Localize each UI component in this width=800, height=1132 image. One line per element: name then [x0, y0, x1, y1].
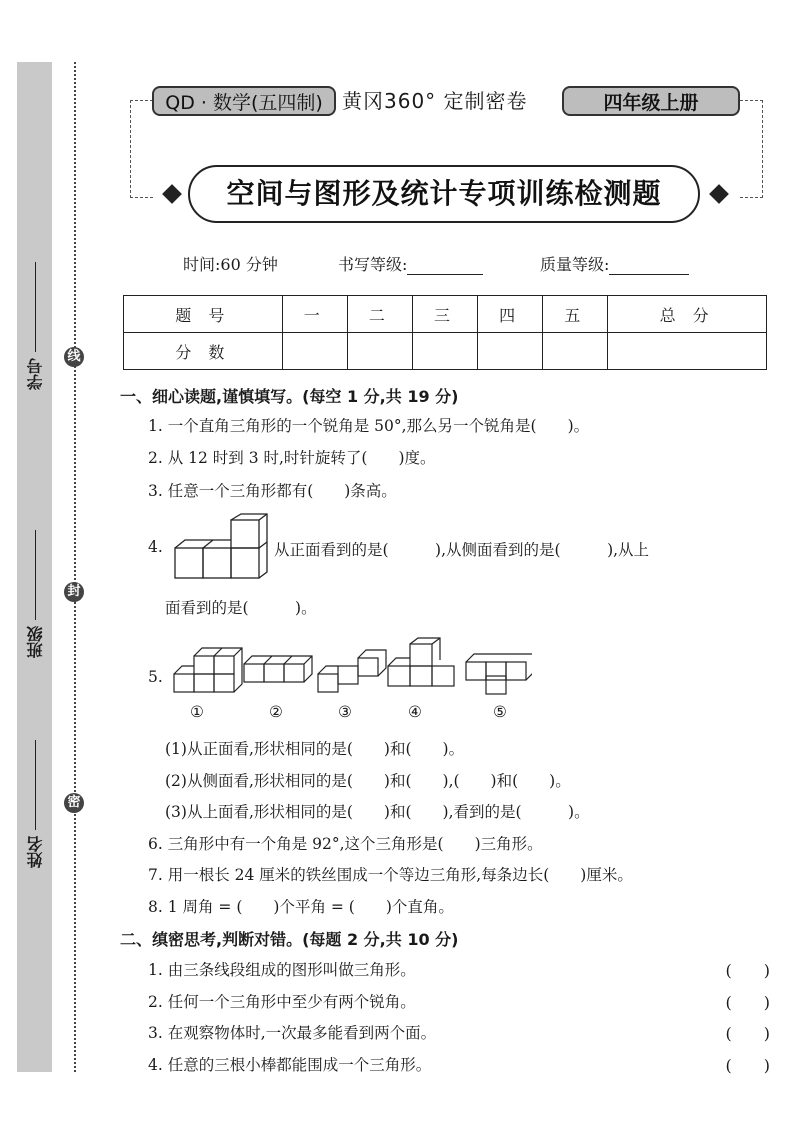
- score-header-cell: 总 分: [608, 296, 767, 333]
- q5-label-5: ⑤: [493, 703, 507, 721]
- title-diamond-right: [709, 184, 729, 204]
- question-4-continued: 面看到的是( )。: [165, 599, 317, 617]
- question-7: 7. 用一根长 24 厘米的铁丝围成一个等边三角形,每条边长( )厘米。: [148, 866, 633, 884]
- score-header-cell: 三: [412, 296, 477, 333]
- brand-text: 黄冈360° 定制密卷: [342, 89, 528, 113]
- student-id-field[interactable]: [24, 262, 47, 390]
- header-frame-left: [130, 100, 153, 198]
- score-header-cell: 一: [282, 296, 347, 333]
- question-6: 6. 三角形中有一个角是 92°,这个三角形是( )三角形。: [148, 835, 543, 853]
- question-5-number: 5.: [148, 668, 163, 686]
- class-field[interactable]: [24, 530, 47, 658]
- writing-grade-blank[interactable]: [407, 256, 483, 275]
- question-5-2: (2)从侧面看,形状相同的是( )和( ),( )和( )。: [165, 772, 571, 790]
- class-blank[interactable]: [36, 530, 37, 620]
- score-cell[interactable]: [282, 333, 347, 370]
- seal-secret-mark: 密: [64, 793, 84, 813]
- judge-answer-3[interactable]: ( ): [725, 1024, 770, 1043]
- section2-heading: 二、缜密思考,判断对错。(每题 2 分,共 10 分): [120, 930, 459, 949]
- judge-item-4: 4. 任意的三根小棒都能围成一个三角形。: [148, 1056, 432, 1074]
- q5-label-1: ①: [190, 703, 204, 721]
- score-value-row: [124, 333, 767, 370]
- score-row-label: 分 数: [124, 333, 283, 370]
- judge-item-2: 2. 任何一个三角形中至少有两个锐角。: [148, 993, 416, 1011]
- question-4-text: 从正面看到的是( ),从侧面看到的是( ),从上: [274, 541, 650, 559]
- question-5-3: (3)从上面看,形状相同的是( )和( ),看到的是( )。: [165, 803, 590, 821]
- student-id-label: 学号: [26, 358, 45, 390]
- score-table: [123, 295, 767, 370]
- judge-item-1: 1. 由三条线段组成的图形叫做三角形。: [148, 961, 416, 979]
- judge-answer-4[interactable]: ( ): [725, 1056, 770, 1075]
- student-id-blank[interactable]: [36, 262, 37, 352]
- question-4-number: 4.: [148, 538, 163, 556]
- question-1: 1. 一个直角三角形的一个锐角是 50°,那么另一个锐角是( )。: [148, 417, 590, 435]
- q4-cube-figure: [173, 512, 273, 582]
- title-diamond-left: [162, 184, 182, 204]
- q5-label-4: ④: [408, 703, 422, 721]
- judge-answer-2[interactable]: ( ): [725, 993, 770, 1012]
- name-field[interactable]: [24, 740, 47, 868]
- score-header-row: [124, 296, 767, 333]
- question-2: 2. 从 12 时到 3 时,时针旋转了( )度。: [148, 449, 436, 467]
- tear-line: [74, 62, 76, 1072]
- score-cell[interactable]: [608, 333, 767, 370]
- score-cell[interactable]: [478, 333, 543, 370]
- section1-heading: 一、细心读题,谨慎填写。(每空 1 分,共 19 分): [120, 387, 459, 406]
- q5-cube-figures: [172, 636, 532, 698]
- quality-grade-blank[interactable]: [609, 256, 689, 275]
- score-cell[interactable]: [412, 333, 477, 370]
- score-cell[interactable]: [347, 333, 412, 370]
- name-blank[interactable]: [36, 740, 37, 830]
- seal-line-mark: 线: [64, 347, 84, 367]
- score-header-cell: 五: [543, 296, 608, 333]
- subject-badge: QD · 数学(五四制): [152, 86, 336, 116]
- q5-label-2: ②: [269, 703, 283, 721]
- writing-grade-label: 书写等级:: [338, 255, 408, 274]
- seal-seal-mark: 封: [64, 582, 84, 602]
- score-header-cell: 二: [347, 296, 412, 333]
- score-header-cell: 题 号: [124, 296, 283, 333]
- quality-grade-field[interactable]: [540, 252, 689, 275]
- score-cell[interactable]: [543, 333, 608, 370]
- question-8: 8. 1 周角 = ( )个平角 = ( )个直角。: [148, 898, 454, 916]
- q5-label-3: ③: [338, 703, 352, 721]
- name-label: 姓名: [26, 836, 45, 868]
- page-title: 空间与图形及统计专项训练检测题: [226, 177, 662, 210]
- grade-badge: 四年级上册: [562, 86, 740, 116]
- time-info: 时间:60 分钟: [183, 255, 278, 274]
- score-header-cell: 四: [478, 296, 543, 333]
- question-3: 3. 任意一个三角形都有( )条高。: [148, 482, 397, 500]
- header-frame-right: [740, 100, 763, 198]
- class-label: 班级: [26, 626, 45, 658]
- quality-grade-label: 质量等级:: [540, 255, 610, 274]
- question-5-1: (1)从正面看,形状相同的是( )和( )。: [165, 740, 465, 758]
- judge-answer-1[interactable]: ( ): [725, 961, 770, 980]
- judge-item-3: 3. 在观察物体时,一次最多能看到两个面。: [148, 1024, 437, 1042]
- writing-grade-field[interactable]: [338, 252, 483, 275]
